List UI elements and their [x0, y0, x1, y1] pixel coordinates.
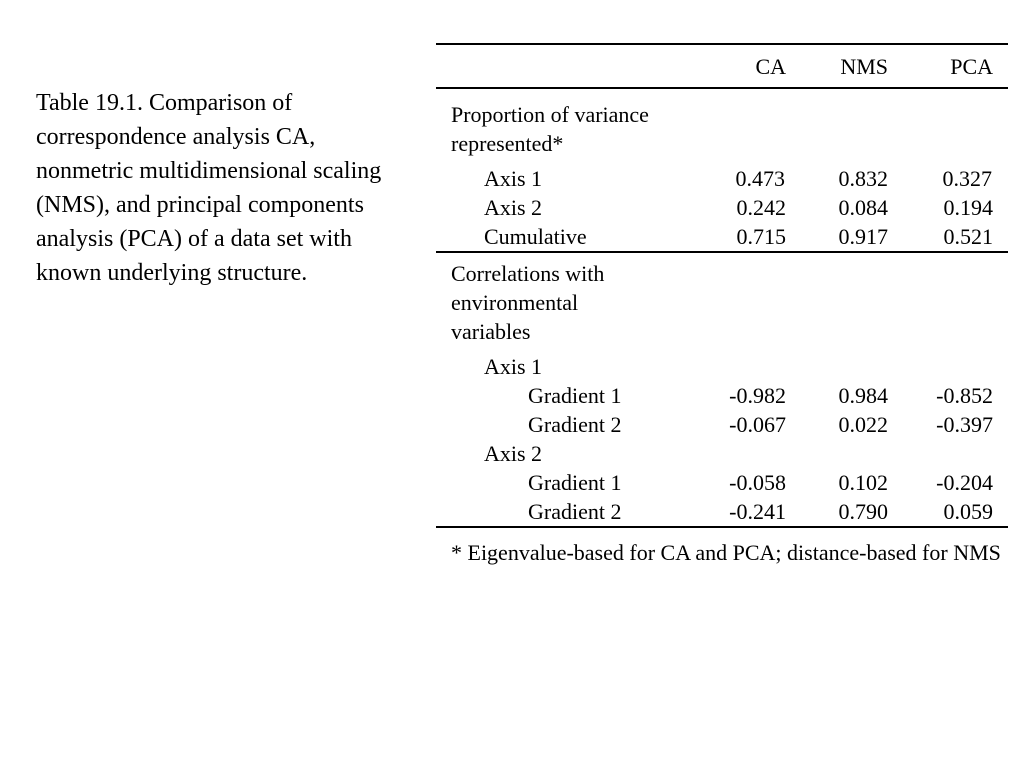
cell-value: 0.984 — [838, 383, 888, 408]
cell-value: 0.022 — [838, 412, 888, 437]
section-title-correlations: Correlations with environmental variables — [451, 261, 605, 344]
cell-value: -0.241 — [729, 499, 786, 524]
cell-value: -0.852 — [936, 383, 993, 408]
row-label: Gradient 1 — [528, 470, 622, 495]
table-row — [436, 410, 1008, 439]
axis-label: Axis 1 — [484, 354, 543, 379]
table-caption: Table 19.1. Comparison of correspondence analysis CA, nonmetric multidimensional scaling (NMS), and principal components analysis (PCA) of a data set with known underlying structure. — [36, 90, 382, 286]
cell-value: -0.397 — [936, 412, 993, 437]
table-header-row — [436, 43, 1008, 87]
table-footnote: * Eigenvalue-based for CA and PCA; distance-based for NMS — [451, 540, 1001, 565]
column-header-pca: PCA — [950, 54, 993, 79]
axis-label: Axis 2 — [484, 441, 543, 466]
cell-value: -0.204 — [936, 470, 993, 495]
cell-value: -0.058 — [729, 470, 786, 495]
cell-value: 0.715 — [736, 224, 786, 249]
cell-value: 0.194 — [943, 195, 993, 220]
cell-value: 0.327 — [942, 166, 992, 191]
row-label: Gradient 2 — [528, 412, 622, 437]
cell-value: 0.059 — [943, 499, 993, 524]
variance-section — [436, 87, 1008, 251]
cell-value: 0.832 — [838, 166, 888, 191]
section-title-variance: Proportion of variance represented* — [451, 102, 649, 156]
correlations-section — [436, 251, 1008, 526]
table-row — [436, 468, 1008, 497]
cell-value: 0.790 — [838, 499, 888, 524]
table-row — [436, 164, 1008, 193]
table-row — [436, 497, 1008, 526]
cell-value: 0.521 — [943, 224, 993, 249]
table-row — [436, 381, 1008, 410]
cell-value: 0.084 — [838, 195, 888, 220]
comparison-table — [436, 43, 1008, 567]
cell-value: -0.067 — [729, 412, 786, 437]
row-label: Cumulative — [484, 224, 587, 249]
table-row — [436, 222, 1008, 251]
table-row — [436, 352, 1008, 381]
cell-value: 0.917 — [838, 224, 888, 249]
cell-value: -0.982 — [729, 383, 786, 408]
cell-value: 0.473 — [735, 166, 785, 191]
cell-value: 0.242 — [736, 195, 786, 220]
column-header-ca: CA — [755, 54, 786, 79]
table-row — [436, 193, 1008, 222]
row-label: Gradient 2 — [528, 499, 622, 524]
footnote-section — [436, 526, 1008, 567]
row-label: Axis 2 — [484, 195, 543, 220]
table-row — [436, 439, 1008, 468]
row-label: Gradient 1 — [528, 383, 622, 408]
column-header-nms: NMS — [840, 54, 888, 79]
cell-value: 0.102 — [838, 470, 888, 495]
row-label: Axis 1 — [484, 166, 543, 191]
